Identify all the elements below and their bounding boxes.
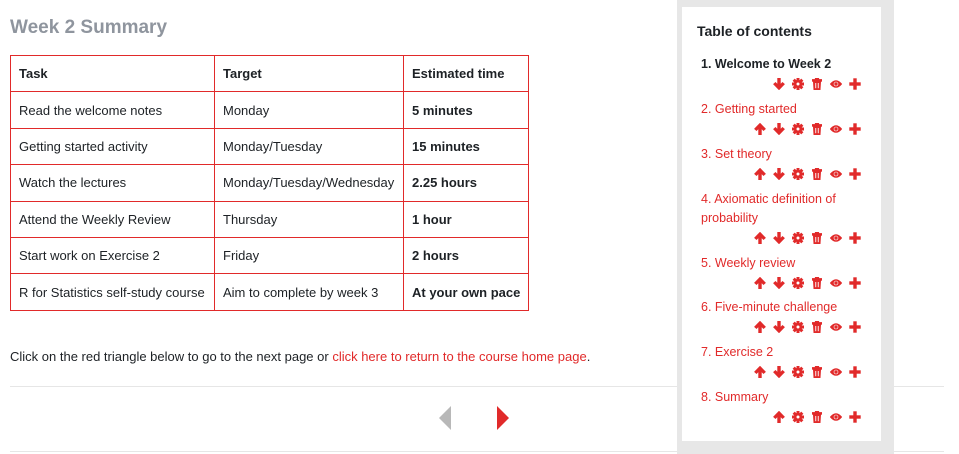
arrow-up-icon[interactable] [754, 122, 766, 134]
nav-suffix: . [586, 349, 591, 364]
task-cell: Attend the Weekly Review [11, 201, 215, 237]
arrow-up-icon[interactable] [773, 410, 785, 422]
gear-icon[interactable] [792, 410, 804, 422]
gear-icon[interactable] [792, 77, 804, 89]
gear-icon[interactable] [792, 167, 804, 179]
eye-icon[interactable] [830, 320, 842, 332]
time-cell: 1 hour [404, 201, 529, 237]
toc-item [701, 145, 861, 181]
task-cell: Start work on Exercise 2 [11, 237, 215, 273]
plus-icon[interactable] [849, 410, 861, 422]
table-row [11, 201, 529, 237]
toc-panel [677, 0, 894, 454]
arrow-down-icon[interactable] [773, 167, 785, 179]
next-page-arrow-icon[interactable] [497, 406, 509, 430]
arrow-down-icon[interactable] [773, 77, 785, 89]
arrow-up-icon[interactable] [754, 365, 766, 377]
toc-item [701, 55, 861, 91]
nav-text: Click on the red triangle below to go to the next page or [10, 349, 333, 364]
plus-icon[interactable] [849, 77, 861, 89]
toc-item [701, 388, 861, 424]
table-row [11, 237, 529, 273]
arrow-down-icon[interactable] [773, 320, 785, 332]
plus-icon[interactable] [849, 320, 861, 332]
toc-item-label[interactable]: 6. Five-minute challenge [701, 300, 838, 314]
gear-icon[interactable] [792, 122, 804, 134]
target-cell: Monday/Tuesday [215, 128, 404, 164]
plus-icon[interactable] [849, 365, 861, 377]
toc-item-label[interactable]: 5. Weekly review [701, 256, 796, 270]
task-cell: Read the welcome notes [11, 92, 215, 128]
target-cell: Monday/Tuesday/Wednesday [215, 165, 404, 201]
arrow-up-icon[interactable] [754, 320, 766, 332]
target-cell: Thursday [215, 201, 404, 237]
toc-item [701, 343, 861, 379]
toc-item-actions [701, 318, 861, 334]
toc-block [682, 7, 881, 441]
eye-icon[interactable] [830, 77, 842, 89]
time-cell: 5 minutes [404, 92, 529, 128]
eye-icon[interactable] [830, 122, 842, 134]
arrow-down-icon[interactable] [773, 122, 785, 134]
page-title: Week 2 Summary [10, 17, 168, 38]
time-cell: 2 hours [404, 237, 529, 273]
eye-icon[interactable] [830, 231, 842, 243]
summary-table [10, 55, 529, 311]
table-row [11, 128, 529, 164]
toc-item-label[interactable]: 7. Exercise 2 [701, 345, 774, 359]
table-header-row [11, 56, 529, 92]
header-estimated-time: Estimated time [404, 56, 529, 92]
navigation-instructions [10, 349, 590, 364]
time-cell: 15 minutes [404, 128, 529, 164]
time-cell: 2.25 hours [404, 165, 529, 201]
trash-icon[interactable] [811, 122, 823, 134]
trash-icon[interactable] [811, 231, 823, 243]
task-cell: Getting started activity [11, 128, 215, 164]
trash-icon[interactable] [811, 320, 823, 332]
target-cell: Friday [215, 237, 404, 273]
task-cell: R for Statistics self-study course [11, 274, 215, 310]
plus-icon[interactable] [849, 231, 861, 243]
plus-icon[interactable] [849, 122, 861, 134]
toc-item-actions [701, 120, 861, 136]
toc-item-actions [701, 165, 861, 181]
gear-icon[interactable] [792, 365, 804, 377]
eye-icon[interactable] [830, 276, 842, 288]
toc-item-actions [701, 75, 861, 91]
eye-icon[interactable] [830, 410, 842, 422]
toc-item-actions [701, 229, 861, 245]
trash-icon[interactable] [811, 167, 823, 179]
arrow-down-icon[interactable] [773, 276, 785, 288]
toc-item [701, 298, 861, 334]
toc-title: Table of contents [697, 23, 812, 39]
toc-item-actions [701, 274, 861, 290]
plus-icon[interactable] [849, 167, 861, 179]
trash-icon[interactable] [811, 365, 823, 377]
table-row [11, 92, 529, 128]
toc-item-actions [701, 408, 861, 424]
toc-item [701, 254, 861, 290]
arrow-up-icon[interactable] [754, 167, 766, 179]
gear-icon[interactable] [792, 231, 804, 243]
target-cell: Monday [215, 92, 404, 128]
trash-icon[interactable] [811, 410, 823, 422]
trash-icon[interactable] [811, 77, 823, 89]
plus-icon[interactable] [849, 276, 861, 288]
arrow-down-icon[interactable] [773, 231, 785, 243]
eye-icon[interactable] [830, 365, 842, 377]
arrow-up-icon[interactable] [754, 231, 766, 243]
gear-icon[interactable] [792, 320, 804, 332]
toc-item-label[interactable]: 3. Set theory [701, 147, 772, 161]
course-home-link[interactable]: click here to return to the course home page [332, 349, 587, 364]
arrow-down-icon[interactable] [773, 365, 785, 377]
toc-item-label: 1. Welcome to Week 2 [701, 57, 832, 71]
table-row [11, 274, 529, 310]
header-target: Target [215, 56, 404, 92]
table-row [11, 165, 529, 201]
trash-icon[interactable] [811, 276, 823, 288]
arrow-up-icon[interactable] [754, 276, 766, 288]
task-cell: Watch the lectures [11, 165, 215, 201]
time-cell: At your own pace [404, 274, 529, 310]
toc-item-label[interactable]: 4. Axiomatic definition of probability [701, 192, 836, 225]
eye-icon[interactable] [830, 167, 842, 179]
target-cell: Aim to complete by week 3 [215, 274, 404, 310]
toc-item-actions [701, 363, 861, 379]
previous-page-arrow-icon [439, 406, 451, 430]
toc-item-label[interactable]: 8. Summary [701, 390, 769, 404]
header-task: Task [11, 56, 215, 92]
gear-icon[interactable] [792, 276, 804, 288]
toc-item-label[interactable]: 2. Getting started [701, 102, 797, 116]
toc-item [701, 100, 861, 136]
toc-item [701, 190, 861, 245]
